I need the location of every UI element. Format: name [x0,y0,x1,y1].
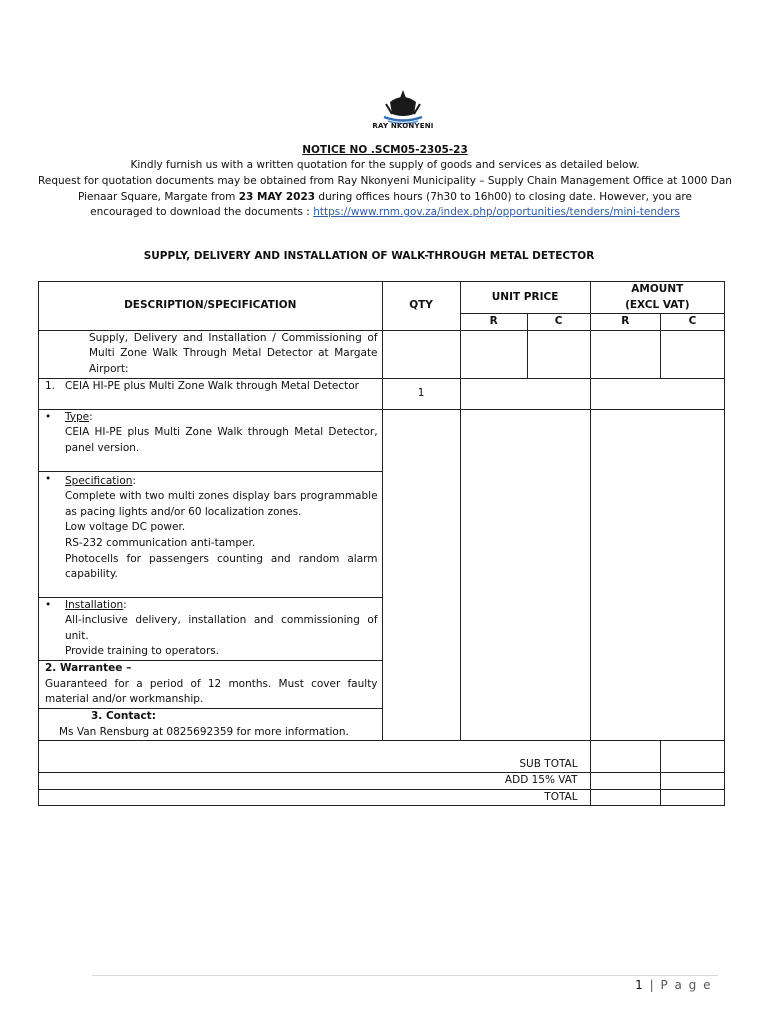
contact-block [39,708,383,740]
table-row [39,773,725,790]
quotation-table [38,281,725,806]
notice-number: NOTICE NO .SCM05-2305-23 [302,144,468,156]
intro-line-4 [20,205,750,221]
municipality-logo [368,88,438,140]
contact-title: 3. Contact: [91,709,156,722]
total-label: TOTAL [39,789,591,806]
bullet-icon: • [45,598,52,611]
type-text: CEIA HI-PE plus Multi Zone Walk through Metal Detector, panel version. [65,426,378,454]
logo-text: RAY NKONYENI [372,122,434,130]
item-1-description [39,378,383,409]
installation-line: Provide training to operators. [65,645,220,658]
cell-empty [661,330,725,378]
header-amount-c: C [661,314,725,331]
header-description: DESCRIPTION/SPECIFICATION [39,282,383,331]
amount-blank-lower [590,708,724,740]
table-row [39,708,725,740]
cell-empty [590,330,660,378]
footer-divider [92,975,718,976]
document-title: SUPPLY, DELIVERY AND INSTALLATION OF WALK-THROUGH METAL DETECTOR [143,250,595,262]
bullet-icon: • [45,410,52,423]
cell-empty [460,330,527,378]
header-amount-r: R [590,314,660,331]
specification-block: • Specification: Complete with two multi zones display bars programmable as pacing lights and/or 60 localization zones. Low voltage DC power. RS-232 communication anti-tamper. Photocells for passengers counting and random alarm capability. [39,471,383,597]
qty-blank [382,409,460,741]
installation-line: All-inclusive delivery, installation and commissioning of unit. [65,614,378,642]
tenders-link[interactable]: https://www.rnm.gov.za/index.php/opportunities/tenders/mini-tenders [313,206,680,219]
table-row [39,789,725,806]
total-c [661,789,725,806]
unit-price-blank [460,409,590,741]
item-1-unit-price [460,378,590,409]
intro-line-1: Kindly furnish us with a written quotation for the supply of goods and services as detailed below. [130,159,640,171]
header-amount-sub: (EXCL VAT) [625,298,690,311]
intro-line-3-start: Pienaar Square, Margate from [78,190,239,203]
page-number [635,978,712,992]
item-1-amount [590,378,724,409]
intro-line-2: Request for quotation documents may be obtained from Ray Nkonyeni Municipality – Supply Chain Management Office at 1000 Dan [38,174,732,187]
header-amount [590,282,724,314]
intro-line-3 [20,190,750,206]
intro-line-4-start: encouraged to download the documents : [90,206,314,219]
table-row [39,330,725,378]
intro-paragraph [20,158,750,221]
header-qty: QTY [382,282,460,331]
header-unit-r: R [460,314,527,331]
spec-line: Low voltage DC power. [65,521,186,534]
sub-total-r [590,741,660,773]
closing-date: 23 MAY 2023 [238,190,316,203]
sub-total-c [661,741,725,773]
table-row [39,378,725,409]
specification-label: Specification [65,474,133,487]
contact-text: Ms Van Rensburg at 0825692359 for more information. [59,725,349,738]
header-amount-label: AMOUNT [631,283,684,295]
page-number-value: 1 [635,978,645,992]
item-1-text: CEIA HI-PE plus Multi Zone Walk through Metal Detector [65,379,359,392]
page-label: | P a g e [649,978,712,992]
type-label: Type [65,410,90,423]
sub-total-label: SUB TOTAL [39,741,591,773]
cell-empty [527,330,590,378]
warrantee-block [39,660,383,708]
cell-empty [382,330,460,378]
spec-line: Complete with two multi zones display bars programmable as pacing lights and/or 60 localization zones. [65,490,378,518]
header-unit-price: UNIT PRICE [460,282,590,314]
amount-blank [590,409,724,708]
spec-line: Photocells for passengers counting and random alarm capability. [65,552,378,581]
installation-block: • Installation: All-inclusive delivery, installation and commissioning of unit. Provide training to operators. [39,597,383,660]
item-1-number: 1. [45,379,56,392]
warrantee-text: Guaranteed for a period of 12 months. Must cover faulty material and/or workmanship. [45,677,378,706]
table-row [39,741,725,773]
header-unit-c: C [527,314,590,331]
installation-label: Installation [65,598,124,611]
vat-c [661,773,725,790]
table-row [39,409,725,471]
intro-description: Supply, Delivery and Installation / Commissioning of Multi Zone Walk Through Metal Detector at Margate Airport: [39,330,383,378]
item-1-qty: 1 [382,378,460,409]
warrantee-title: 2. Warrantee – [45,661,132,674]
type-block: • Type: CEIA HI-PE plus Multi Zone Walk through Metal Detector, panel version. [39,409,383,471]
vat-label: ADD 15% VAT [39,773,591,790]
intro-line-3-end: during offices hours (7h30 to 16h00) to closing date. However, you are [315,190,692,203]
vat-r [590,773,660,790]
total-r [590,789,660,806]
ship-logo-icon [380,88,426,124]
spec-line: RS-232 communication anti-tamper. [65,536,256,549]
bullet-icon: • [45,472,52,485]
